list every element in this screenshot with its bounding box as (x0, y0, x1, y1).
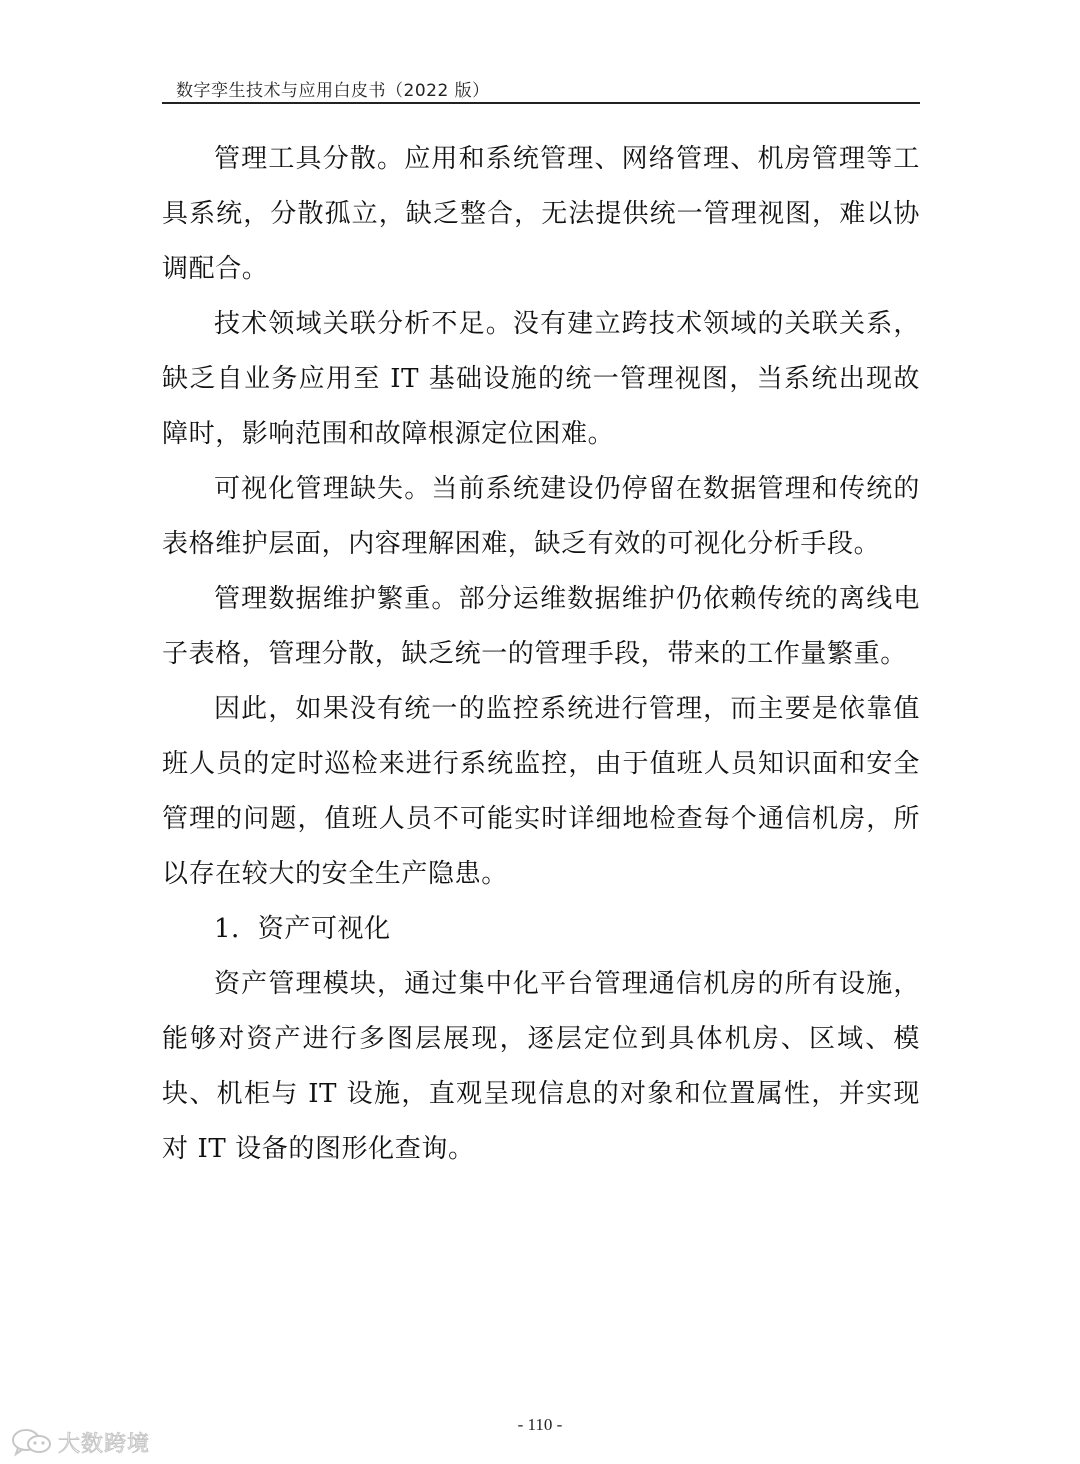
document-body (162, 132, 920, 1177)
paragraph: 技术领域关联分析不足。没有建立跨技术领域的关联关系，缺乏自业务应用至 IT 基础设施的统一管理视图，当系统出现故障时，影响范围和故障根源定位困难。 (162, 309, 920, 449)
watermark (10, 1424, 150, 1460)
page-number: - 110 - (517, 1415, 563, 1434)
section-heading: 1．资产可视化 (214, 914, 391, 944)
paragraph: 管理数据维护繁重。部分运维数据维护仍依赖传统的离线电子表格，管理分散，缺乏统一的管理手段，带来的工作量繁重。 (162, 584, 920, 669)
wechat-logo-icon (10, 1427, 54, 1457)
header-title: 数字孪生技术与应用白皮书（2022 版） (176, 81, 490, 101)
watermark-text: 大数跨境 (58, 1431, 151, 1457)
paragraph: 因此，如果没有统一的监控系统进行管理，而主要是依靠值班人员的定时巡检来进行系统监控，由于值班人员知识面和安全管理的问题，值班人员不可能实时详细地检查每个通信机房，所以存在较大的安全生产隐患。 (162, 694, 920, 889)
page-header (162, 72, 920, 104)
paragraph: 管理工具分散。应用和系统管理、网络管理、机房管理等工具系统，分散孤立，缺乏整合，无法提供统一管理视图，难以协调配合。 (162, 144, 920, 284)
section-paragraph: 资产管理模块，通过集中化平台管理通信机房的所有设施，能够对资产进行多图层展现，逐层定位到具体机房、区域、模块、机柜与 IT 设施，直观呈现信息的对象和位置属性，并实现对 IT 设备的图形化查询。 (162, 969, 920, 1164)
paragraph: 可视化管理缺失。当前系统建设仍停留在数据管理和传统的表格维护层面，内容理解困难，缺乏有效的可视化分析手段。 (162, 474, 920, 559)
